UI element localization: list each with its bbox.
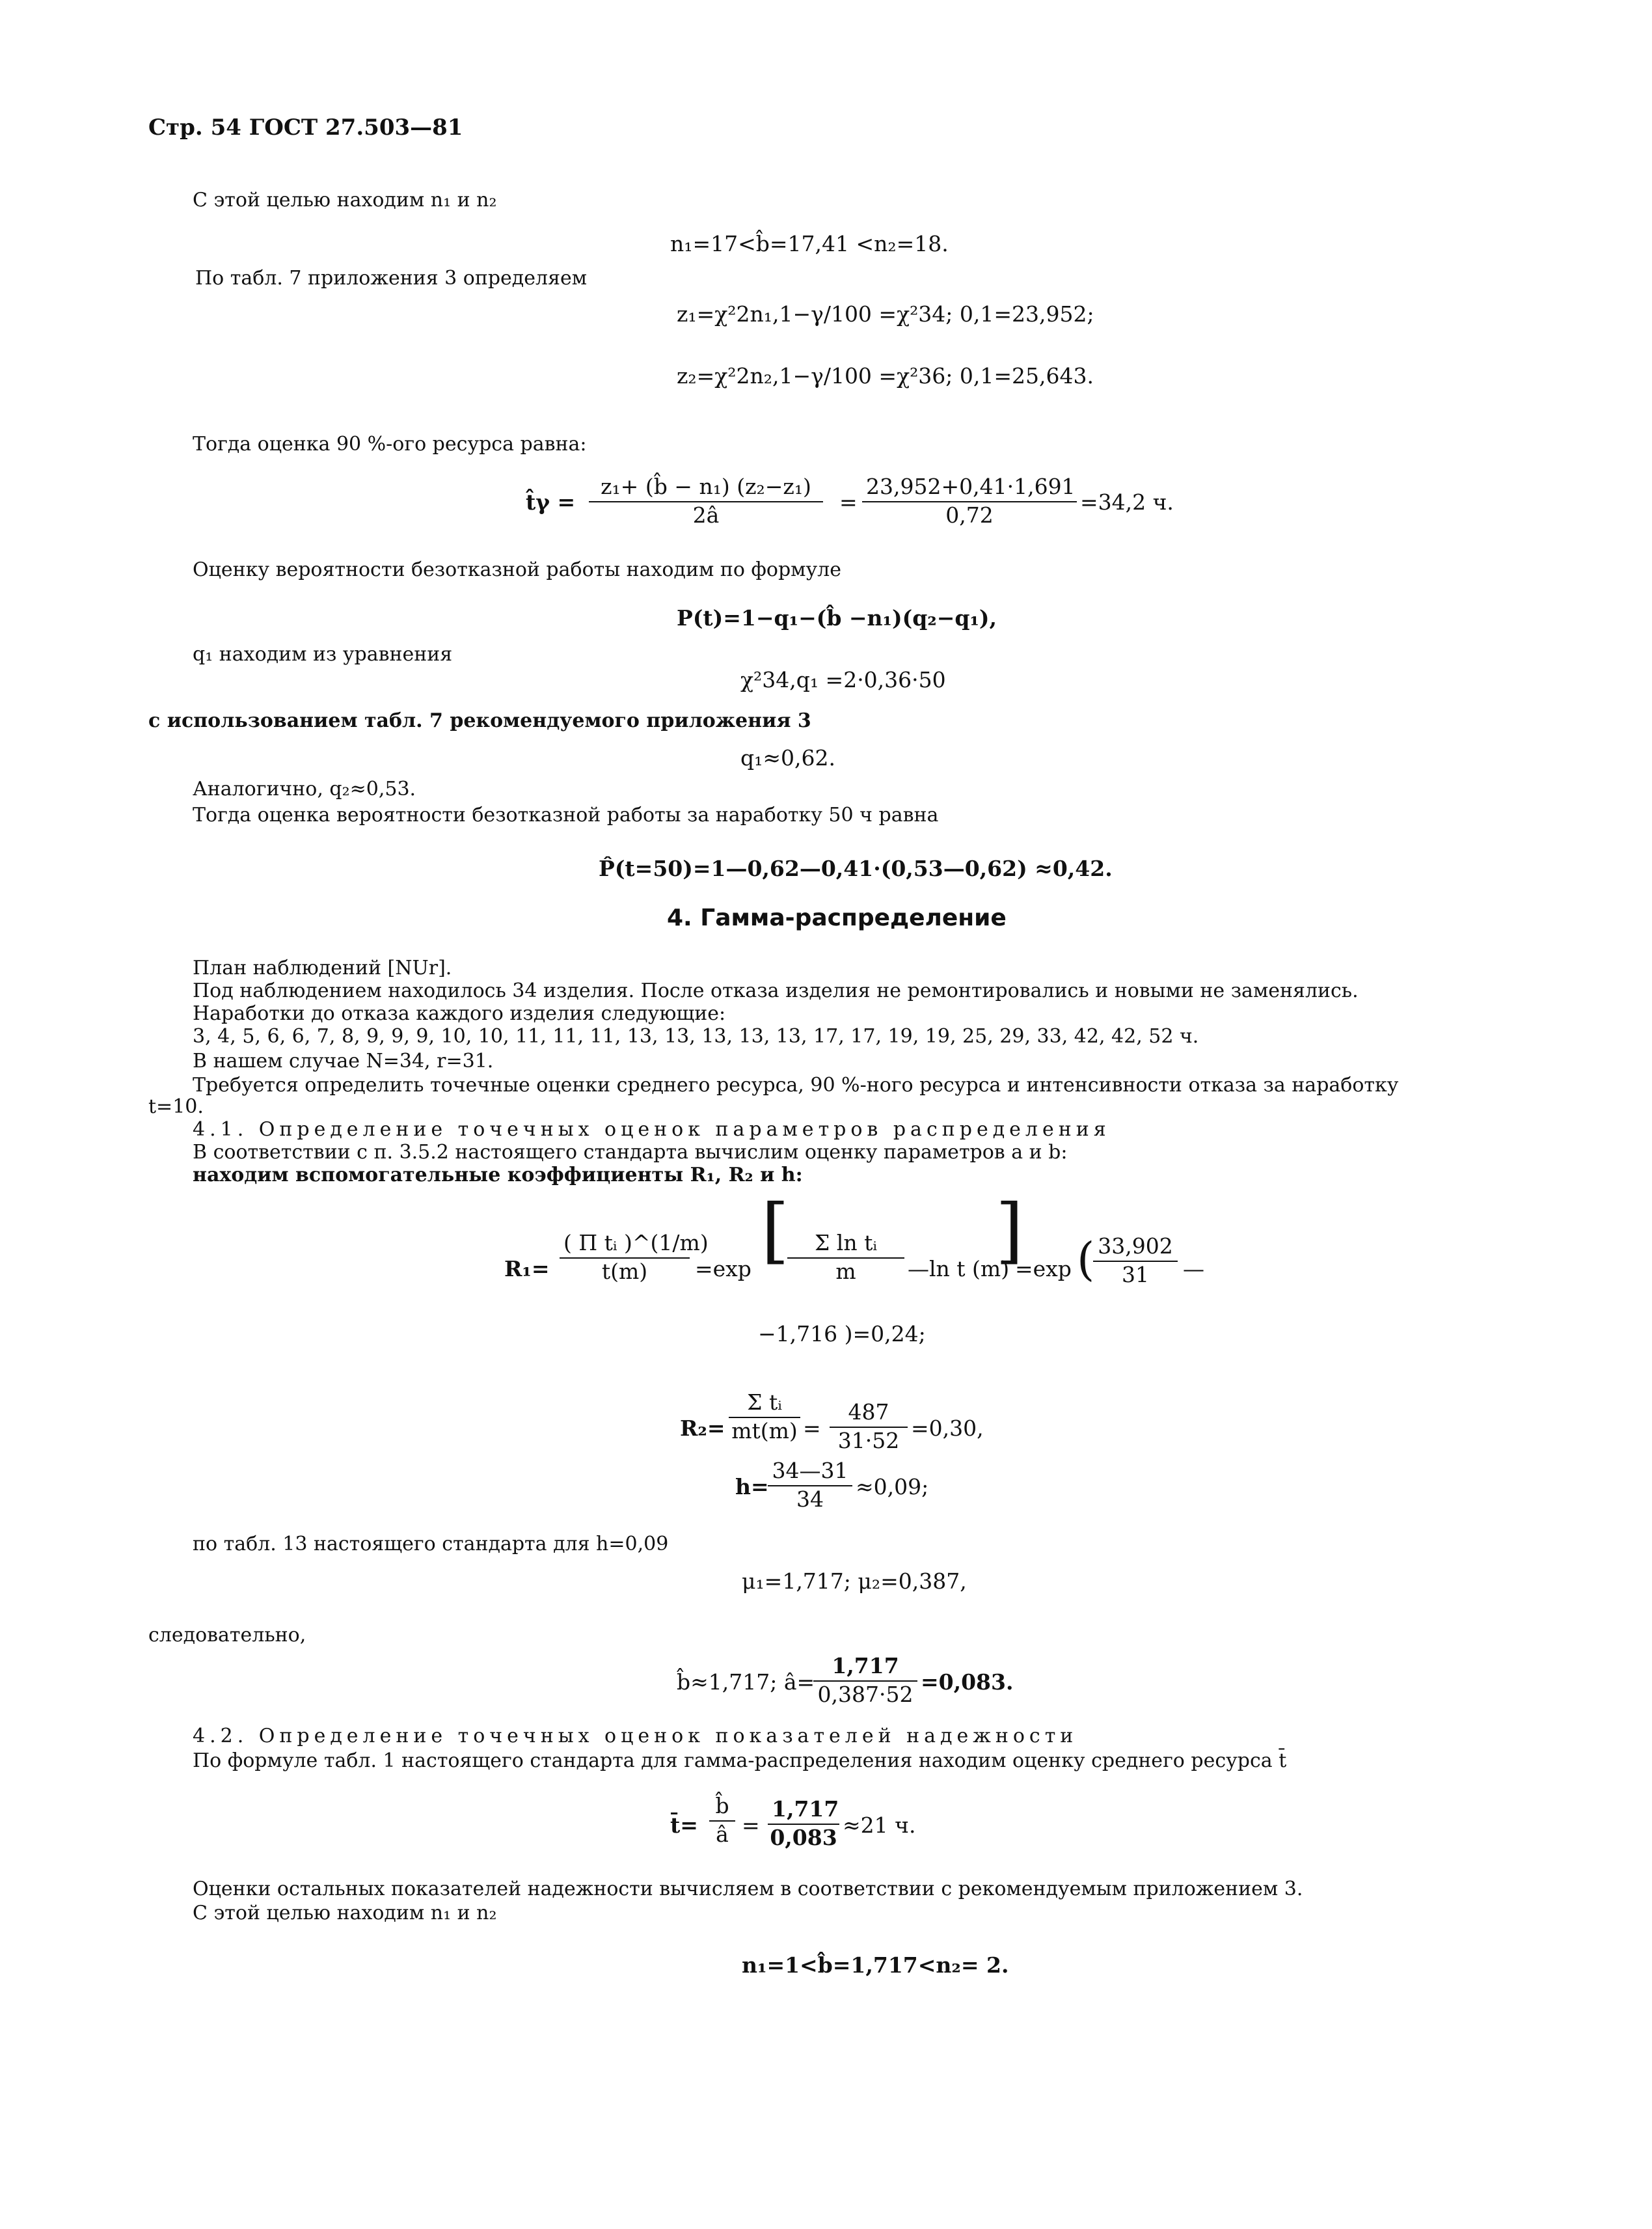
fraction [709,1793,735,1848]
text-line: находим вспомогательные коэффициенты R₁, R₂ и h: [193,1164,803,1186]
text-line: 3, 4, 5, 6, 6, 7, 8, 9, 9, 9, 10, 10, 11, 11, 11, 13, 13, 13, 13, 13, 17, 17, 19, 19, 25, 29, 33, 42, 42, 52 ч. [193,1025,1199,1048]
formula-result: =0,083. [921,1669,1014,1695]
formula-lhs: t̂γ = [526,489,576,515]
text-line: Аналогично, q₂≈0,53. [193,778,416,800]
text-line: С этой целью находим n₁ и n₂ [193,1902,497,1924]
equals-sign: = [803,1415,821,1441]
formula: χ²34,q₁ =2·0,36·50 [740,667,946,692]
text-line: q₁ находим из уравнения [193,643,453,666]
section-heading: 4. Гамма-распределение [667,905,1007,931]
fraction [729,1370,800,1444]
denominator: 0,083 [770,1825,837,1850]
numerator: 487 [830,1399,908,1428]
text-line: Оценку вероятности безотказной работы находим по формуле [193,558,841,581]
subsection-heading: 4.2. Определение точечных оценок показателей надежности [193,1725,1078,1747]
minus-sign: — [1183,1256,1204,1281]
formula-result: =0,30, [911,1415,984,1441]
denominator: 0,72 [945,502,994,528]
formula-lhs: b̂≈1,717; â= [677,1669,815,1695]
fraction [830,1399,908,1454]
fraction [768,1458,852,1512]
text-line: с использованием табл. 7 рекомендуемого приложения 3 [148,709,811,732]
formula-lhs: h= [735,1474,769,1499]
denominator: t(m) [601,1259,648,1284]
denominator: 0,387·52 [817,1682,914,1707]
fraction [813,1653,917,1708]
formula: z₁=χ²2n₁,1−γ/100 =χ²34; 0,1=23,952; [677,301,1094,327]
denominator: â [716,1822,729,1847]
denominator: 34 [796,1486,824,1512]
numerator: Σ ln tᵢ [787,1210,904,1259]
fraction [768,1796,839,1851]
exp-label: =exp [695,1256,752,1281]
fraction [787,1210,904,1285]
fraction [862,474,1077,528]
numerator: ( Π tᵢ )^(1/m) [560,1204,690,1259]
text-line: Требуется определить точечные оценки среднего ресурса, 90 %-ного ресурса и интенсивности отказа за наработку [193,1074,1399,1097]
text-line: по табл. 13 настоящего стандарта для h=0,09 [193,1533,669,1555]
formula: n₁=17<b̂=17,41 <n₂=18. [670,231,949,256]
page-header: Стр. 54 ГОСТ 27.503—81 [148,115,463,141]
subsection-heading: 4.1. Определение точечных оценок параметров распределения [193,1118,1111,1141]
right-bracket: ] [995,1188,1023,1272]
text-line: Под наблюдением находилось 34 изделия. После отказа изделия не ремонтировались и новыми не заменялись. [193,979,1359,1002]
equals-sign: = [839,489,858,515]
text-line: По табл. 7 приложения 3 определяем [195,267,588,290]
denominator: 31 [1122,1262,1149,1287]
fraction [1093,1233,1178,1288]
formula-result: ≈21 ч. [843,1812,916,1838]
formula-lhs: R₂= [680,1415,725,1441]
formula-lhs: t̄= [670,1812,698,1838]
text-line: План наблюдений [NUr]. [193,957,452,979]
text-line: t=10. [148,1095,204,1118]
text-line: Оценки остальных показателей надежности вычисляем в соответствии с рекомендуемым приложением 3. [193,1878,1303,1900]
formula-lhs: R₁= [504,1256,550,1281]
formula-result: =34,2 ч. [1080,489,1174,515]
text-line: Тогда оценка 90 %-ого ресурса равна: [193,433,587,456]
denominator: mt(m) [731,1418,798,1443]
numerator: 33,902 [1093,1233,1178,1262]
text-line: Наработки до отказа каждого изделия следующие: [193,1002,726,1025]
denominator: 31·52 [837,1428,900,1453]
numerator: 1,717 [768,1796,839,1825]
formula: μ₁=1,717; μ₂=0,387, [742,1568,967,1594]
fraction [589,474,823,528]
denominator: 2â [692,502,720,528]
equals-sign: = [742,1812,760,1838]
formula: P(t)=1−q₁−(b̂ −n₁)(q₂−q₁), [677,605,997,631]
numerator: 34—31 [768,1458,852,1486]
numerator: 1,717 [813,1653,917,1682]
text-line: В нашем случае N=34, r=31. [193,1050,494,1073]
left-paren: ( [1077,1233,1095,1286]
text-line: В соответствии с п. 3.5.2 настоящего стандарта вычислим оценку параметров a и b: [193,1141,1068,1164]
denominator: m [835,1259,856,1284]
exp-label: =exp [1015,1256,1072,1281]
numerator: b̂ [709,1793,735,1822]
numerator: z₁+ (b̂ − n₁) (z₂−z₁) [589,474,823,502]
text-line: С этой целью находим n₁ и n₂ [193,189,497,212]
formula: q₁≈0,62. [740,745,835,771]
formula: z₂=χ²2n₂,1−γ/100 =χ²36; 0,1=25,643. [677,363,1094,389]
numerator: Σ tᵢ [729,1370,800,1418]
fraction [560,1204,709,1285]
text-line: Тогда оценка вероятности безотказной работы за наработку 50 ч равна [193,804,939,827]
formula-continuation: −1,716 )=0,24; [758,1321,926,1347]
formula-result: ≈0,09; [856,1474,929,1499]
formula: n₁=1<b̂=1,717<n₂= 2. [742,1952,1009,1978]
text-line: По формуле табл. 1 настоящего стандарта для гамма-распределения находим оценку среднего ресурса t̄ [193,1749,1287,1772]
formula: P̂(t=50)=1—0,62—0,41·(0,53—0,62) ≈0,42. [599,856,1113,881]
numerator: 23,952+0,41·1,691 [862,474,1077,502]
formula-part: —ln t (m) [908,1256,1010,1281]
left-bracket: [ [761,1188,789,1272]
text-line: следовательно, [148,1624,306,1647]
